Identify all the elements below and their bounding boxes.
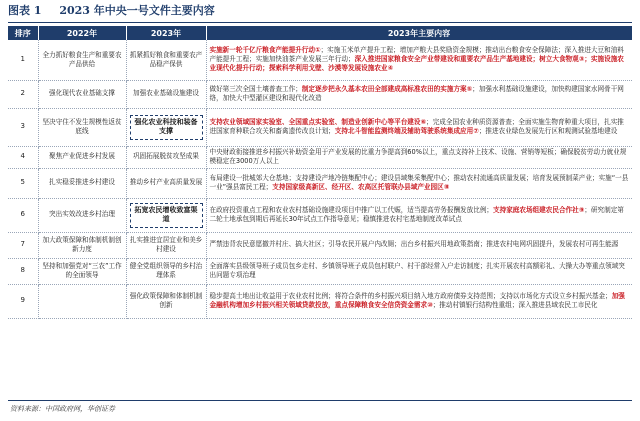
row-index: 6 — [8, 198, 38, 232]
cell-content — [206, 284, 632, 318]
cell-2022: 全力抓好粮食生产和重要农产品供给 — [38, 40, 126, 80]
content-text: 稳步提高土地出让收益用于农业农村比例；将符合条件的乡村振兴项目纳入地方政府债券支持范围；支持以市场化方式设立乡村振兴基金； — [209, 291, 612, 300]
table-row — [8, 80, 632, 108]
table-row — [8, 232, 632, 258]
highlighted-text: 支持农业领域国家实验室、全国重点实验室、制造业创新中心等平台建设⑥ — [209, 117, 427, 126]
figure-title-text: 2023 年中央一号文件主要内容 — [59, 4, 215, 17]
highlighted-text: 支持国家级高新区、经开区、农高区托管联办县域产业园区⑧ — [272, 183, 450, 191]
cell-2023: 加强农业基础设施建设 — [126, 80, 206, 108]
cell-2022: 聚焦产业促进乡村发展 — [38, 146, 126, 168]
bottom-rule — [8, 400, 632, 401]
header-2023: 2023年 — [126, 26, 206, 40]
highlighted-text: 实施新一轮千亿斤粮食产能提升行动① — [209, 45, 321, 54]
cell-2022 — [38, 284, 126, 318]
table-row — [8, 258, 632, 284]
cell-content — [206, 108, 632, 146]
cell-2023: 健全党组织领导的乡村治理体系 — [126, 258, 206, 284]
cell-2022: 强化现代农业基础支撑 — [38, 80, 126, 108]
cell-2023: 抓紧抓好粮食和重要农产品稳产保供 — [126, 40, 206, 80]
content-text: ；完成全国农业种质资源普查；全面实施生物育种重大项目，扎实推进国家育种联合攻关和畜禽遗传改良计划； — [209, 117, 624, 135]
cell-content — [206, 40, 632, 80]
cell-2022: 加大政策保障和体制机制创新力度 — [38, 232, 126, 258]
cell-2023: 扎实推进宜居宜业和美乡村建设 — [126, 232, 206, 258]
table-row — [8, 168, 632, 198]
cell-content — [206, 258, 632, 284]
row-index: 2 — [8, 80, 38, 108]
table-row — [8, 146, 632, 168]
cell-2023: 推动乡村产业高质量发展 — [126, 168, 206, 198]
table-header-row — [8, 26, 632, 40]
row-index: 3 — [8, 108, 38, 146]
highlighted-2023-item: 强化农业科技和装备支撑 — [130, 115, 203, 140]
cell-2023 — [126, 198, 206, 232]
content-text: 全面落实县级领导班子成员包乡走村、乡镇领导班子成员包村联户、村干部经常入户走访制度；扎实开展农村高额彩礼、大操大办等重点领域突出问题专项治理 — [209, 261, 625, 279]
content-text: ；研究制定第二轮土地承包到期后再延长30年试点工作指导意见；稳慎推进农村宅基地制度改革试点 — [209, 205, 624, 223]
row-index: 1 — [8, 40, 38, 80]
cell-content — [206, 80, 632, 108]
table-row — [8, 198, 632, 232]
header-2022: 2022年 — [38, 26, 126, 40]
figure-title — [8, 2, 632, 20]
highlighted-text: 加强金融机构增加乡村振兴相关领域贷款投放，重点保障粮食安全信贷资金需求⑩ — [209, 291, 625, 309]
highlighted-text: 深入推进国家粮食安全产业带建设和重要农产品生产基地建设；树立大食物观③；实施设施农业现代化提升行动；探索科学利用戈壁、沙漠等发展设施农业④ — [209, 55, 624, 73]
content-text: 在政府投资重点工程和农业农村基础设施建设项目中推广以工代赈，适当提高劳务报酬发放比例； — [209, 205, 494, 214]
content-text: ；推进农业绿色发展先行区和观测试验基地建设 — [478, 127, 618, 135]
cell-content — [206, 232, 632, 258]
table-row — [8, 284, 632, 318]
content-text: ；加强水利基础设施建设，加快构建国家水网骨干网络，加快大中型灌区建设和现代化改造 — [209, 84, 624, 102]
content-text: 严禁违背农民意愿撤并村庄、搞大社区；引导农民开展户内改厕；出台乡村振兴用地政策指南；推进农村电网巩固提升，发展农村可再生能源 — [209, 240, 619, 249]
content-text: 布局建设一批城郊大仓基地；支持建设产地冷链集配中心；建设县域集采集配中心；推动农村流通高质量发展；培育发展预制菜产业；实施“一县一业”强县富民工程； — [209, 173, 629, 191]
header-content: 2023年主要内容 — [206, 26, 632, 40]
content-text: 中央财政衔接推进乡村振兴补助资金用于产业发展的比重力争提高到60%以上，重点支持补上技术、设施、营销等短板；确保脱贫劳动力就业规模稳定在3000万人以上 — [209, 147, 627, 165]
cell-2022: 坚持和加强党对“三农”工作的全面领导 — [38, 258, 126, 284]
row-index: 9 — [8, 284, 38, 318]
cell-2022: 坚决守住不发生规模性返贫底线 — [38, 108, 126, 146]
table-body — [8, 40, 632, 318]
cell-2023 — [126, 108, 206, 146]
table-row — [8, 40, 632, 80]
content-text: ；推动村镇银行结构性重组；深入推进县域农民工市民化 — [432, 301, 598, 309]
source-footnote: 资料来源：中国政府网，华创证券 — [10, 405, 115, 413]
highlighted-text: 支持家庭农场组建农民合作社⑨ — [493, 205, 585, 214]
header-index: 排序 — [8, 26, 38, 40]
row-index: 5 — [8, 168, 38, 198]
table-row — [8, 108, 632, 146]
cell-2022: 扎实稳妥推进乡村建设 — [38, 168, 126, 198]
content-text: ；实施玉米单产提升工程；增加产粮大县奖励资金规模；推动出台粮食安全保障法；深入推进大豆和油料产能提升工程；实施加快油茶产业发展三年行动； — [209, 45, 624, 64]
highlighted-text: 支持北斗智能监测终端及辅助驾驶系统集成应用⑦ — [334, 127, 479, 135]
cell-2023: 强化政策保障和体制机制创新 — [126, 284, 206, 318]
cell-2022: 突出实效改进乡村治理 — [38, 198, 126, 232]
cell-content — [206, 146, 632, 168]
highlighted-2023-item: 拓宽农民增收致富渠道 — [130, 203, 203, 228]
row-index: 7 — [8, 232, 38, 258]
cell-2023: 巩固拓展脱贫攻坚成果 — [126, 146, 206, 168]
cell-content — [206, 168, 632, 198]
policy-table — [8, 26, 633, 319]
figure-number: 图表 1 — [8, 4, 42, 17]
title-rule — [8, 22, 632, 23]
row-index: 8 — [8, 258, 38, 284]
cell-content — [206, 198, 632, 232]
row-index: 4 — [8, 146, 38, 168]
content-text: 做好第三次全国土壤普查工作； — [209, 84, 302, 93]
highlighted-text: 制定逐步把永久基本农田全部建成高标准农田的实施方案⑤ — [301, 84, 473, 93]
